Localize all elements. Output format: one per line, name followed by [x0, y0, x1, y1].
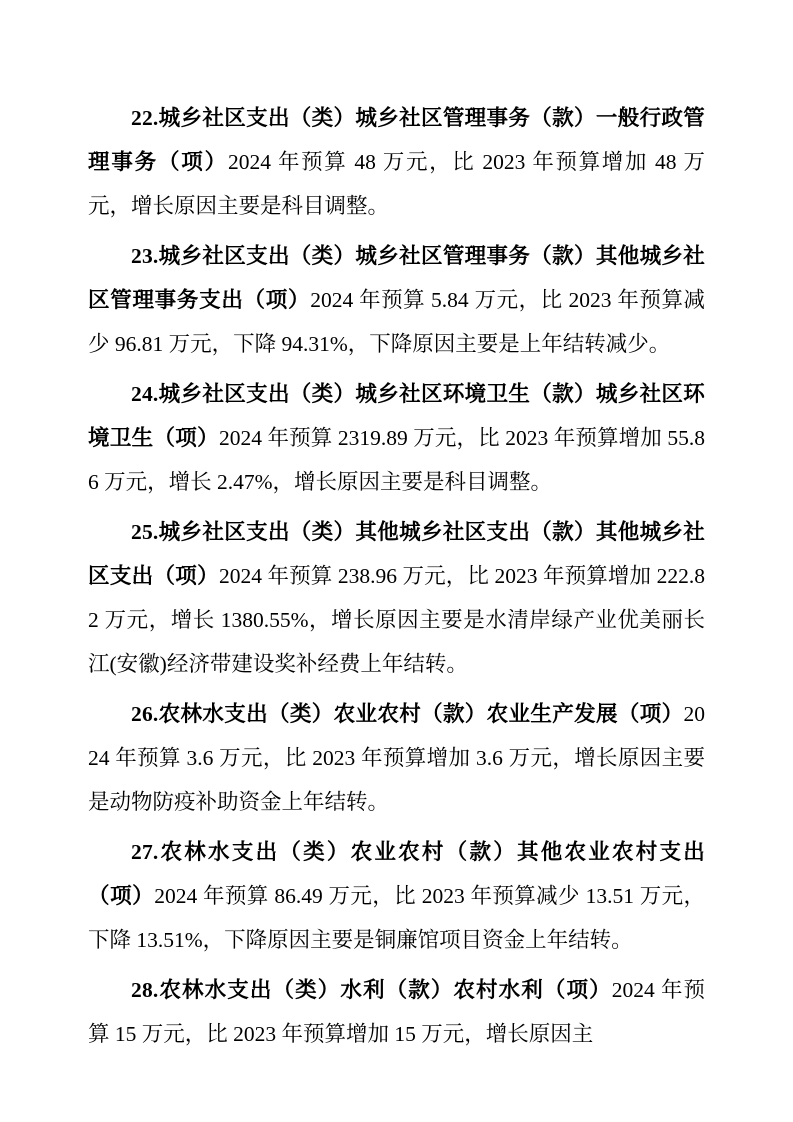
paragraph-26 — [88, 692, 705, 824]
paragraph-25 — [88, 510, 705, 686]
paragraph-24-rest: 2024 年预算 2319.89 万元，比 2023 年预算增加 55.86 万元，增长 2.47%，增长原因主要是科目调整。 — [88, 426, 705, 494]
paragraph-25-lead: 25.城乡社区支出（类）其他城乡社区支出（款）其他城乡社区支出（项） — [88, 520, 705, 588]
paragraph-27-rest: 2024 年预算 86.49 万元，比 2023 年预算减少 13.51 万元，下降 13.51%，下降原因主要是铜廉馆项目资金上年结转。 — [88, 884, 705, 952]
paragraph-26-lead: 26.农林水支出（类）农业农村（款）农业生产发展（项） — [131, 702, 684, 726]
paragraph-23-lead: 23.城乡社区支出（类）城乡社区管理事务（款）其他城乡社区管理事务支出（项） — [88, 244, 705, 312]
paragraph-22-rest: 2024 年预算 48 万元，比 2023 年预算增加 48 万元，增长原因主要是科目调整。 — [88, 150, 705, 218]
paragraph-24-lead: 24.城乡社区支出（类）城乡社区环境卫生（款）城乡社区环境卫生（项） — [88, 382, 705, 450]
paragraph-28-rest: 2024 年预算 15 万元，比 2023 年预算增加 15 万元，增长原因主 — [88, 978, 705, 1046]
paragraph-25-rest: 2024 年预算 238.96 万元，比 2023 年预算增加 222.82 万元，增长 1380.55%，增长原因主要是水清岸绿产业优美丽长江(安徽)经济带建设奖补经费上年结转。 — [88, 564, 705, 676]
paragraph-27-lead: 27.农林水支出（类）农业农村（款）其他农业农村支出（项） — [88, 840, 705, 908]
paragraph-24 — [88, 372, 705, 504]
paragraph-23-rest: 2024 年预算 5.84 万元，比 2023 年预算减少 96.81 万元，下降 94.31%，下降原因主要是上年结转减少。 — [88, 288, 705, 356]
paragraph-28-lead: 28.农林水支出（类）水利（款）农村水利（项） — [131, 978, 612, 1002]
paragraph-26-rest: 2024 年预算 3.6 万元，比 2023 年预算增加 3.6 万元，增长原因主要是动物防疫补助资金上年结转。 — [88, 702, 705, 814]
paragraph-22-lead: 22.城乡社区支出（类）城乡社区管理事务（款）一般行政管理事务（项） — [88, 106, 705, 174]
paragraph-27 — [88, 830, 705, 962]
paragraph-22 — [88, 96, 705, 228]
paragraph-28 — [88, 968, 705, 1056]
paragraph-23 — [88, 234, 705, 366]
document-body — [88, 96, 705, 1056]
